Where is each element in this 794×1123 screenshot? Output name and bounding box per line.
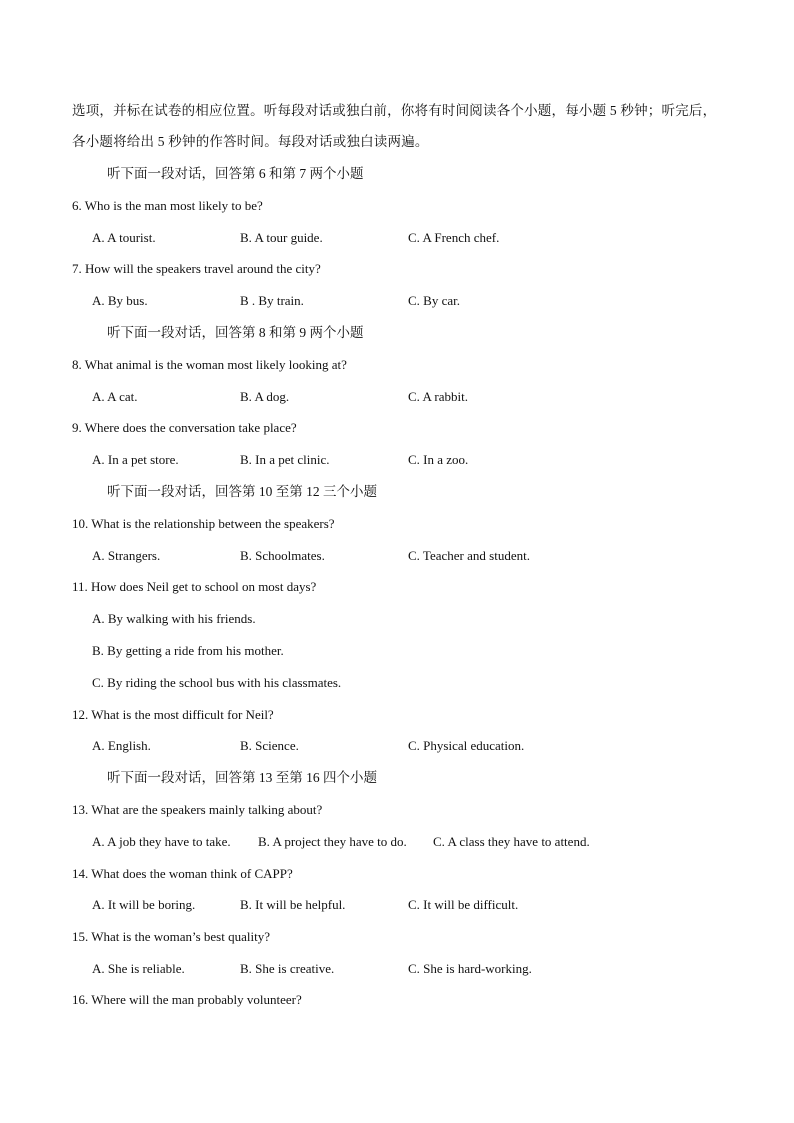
question-11-option-b: B. By getting a ride from his mother. <box>92 643 284 658</box>
question-10: 10. What is the relationship between the speakers? <box>72 516 335 531</box>
section-heading-6-7: 听下面一段对话，回答第 6 和第 7 两个小题 <box>107 166 364 181</box>
question-13-option-b: B. A project they have to do. <box>258 834 407 849</box>
question-6: 6. Who is the man most likely to be? <box>72 198 263 213</box>
question-8-option-a: A. A cat. <box>92 389 138 404</box>
question-11-option-a: A. By walking with his friends. <box>92 611 256 626</box>
question-14-option-a: A. It will be boring. <box>92 897 196 912</box>
question-14: 14. What does the woman think of CAPP? <box>72 866 293 881</box>
question-15: 15. What is the woman’s best quality? <box>72 929 270 944</box>
question-6-option-c: C. A French chef. <box>408 230 500 245</box>
question-12-option-c: C. Physical education. <box>408 738 525 753</box>
question-15-option-a: A. She is reliable. <box>92 961 185 976</box>
question-15-option-c: C. She is hard-working. <box>408 961 532 976</box>
question-16: 16. Where will the man probably volunteer? <box>72 992 302 1007</box>
question-12-option-b: B. Science. <box>240 738 299 753</box>
question-8-option-b: B. A dog. <box>240 389 290 404</box>
question-10-option-a: A. Strangers. <box>92 548 161 563</box>
question-9-option-b: B. In a pet clinic. <box>240 452 330 467</box>
question-10-option-b: B. Schoolmates. <box>240 548 325 563</box>
question-15-option-b: B. She is creative. <box>240 961 335 976</box>
question-14-option-c: C. It will be difficult. <box>408 897 519 912</box>
section-heading-13-16: 听下面一段对话，回答第 13 至第 16 四个小题 <box>107 770 377 785</box>
question-9: 9. Where does the conversation take place? <box>72 420 297 435</box>
question-9-option-a: A. In a pet store. <box>92 452 179 467</box>
question-9-option-c: C. In a zoo. <box>408 452 469 467</box>
question-7-option-c: C. By car. <box>408 293 460 308</box>
question-13: 13. What are the speakers mainly talking about? <box>72 802 323 817</box>
question-11-option-c: C. By riding the school bus with his classmates. <box>92 675 342 690</box>
question-13-option-a: A. A job they have to take. <box>92 834 231 849</box>
question-8: 8. What animal is the woman most likely looking at? <box>72 357 347 372</box>
question-7-option-b: B . By train. <box>240 293 304 308</box>
question-6-option-a: A. A tourist. <box>92 230 156 245</box>
question-10-option-c: C. Teacher and student. <box>408 548 530 563</box>
section-heading-8-9: 听下面一段对话，回答第 8 和第 9 两个小题 <box>107 325 364 340</box>
question-11: 11. How does Neil get to school on most days? <box>72 579 317 594</box>
question-6-option-b: B. A tour guide. <box>240 230 323 245</box>
question-12: 12. What is the most difficult for Neil? <box>72 707 274 722</box>
question-7-option-a: A. By bus. <box>92 293 148 308</box>
instructions-line-1: 选项，并标在试卷的相应位置。听每段对话或独白前，你将有时间阅读各个小题，每小题 5 秒钟；听完后， <box>72 103 717 118</box>
section-heading-10-12: 听下面一段对话，回答第 10 至第 12 三个小题 <box>107 484 377 499</box>
instructions-line-2: 各小题将给出 5 秒钟的作答时间。每段对话或独白读两遍。 <box>72 134 429 149</box>
question-13-option-c: C. A class they have to attend. <box>433 834 590 849</box>
question-7: 7. How will the speakers travel around the city? <box>72 261 321 276</box>
question-14-option-b: B. It will be helpful. <box>240 897 346 912</box>
question-12-option-a: A. English. <box>92 738 151 753</box>
question-8-option-c: C. A rabbit. <box>408 389 468 404</box>
